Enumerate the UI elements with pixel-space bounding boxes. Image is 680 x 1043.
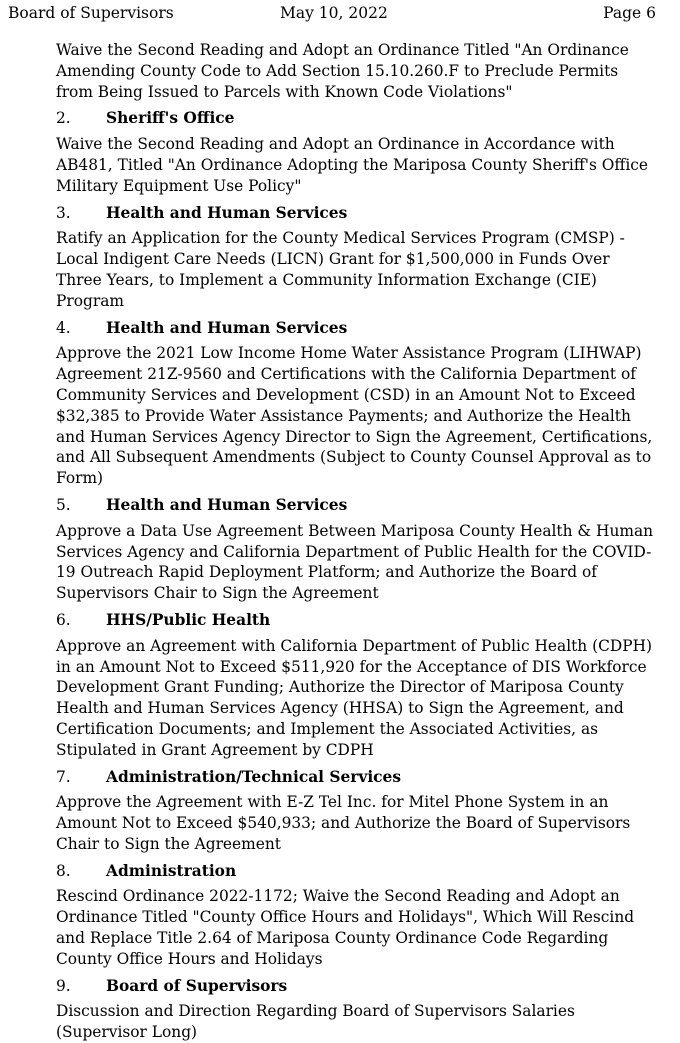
- agenda-item: [56, 108, 656, 196]
- agenda-item-number: 5.: [56, 495, 71, 514]
- agenda-item-body: Approve a Data Use Agreement Between Mariposa County Health & Human Services Agency and California Department of Public Health for the COVID-19 Outreach Rapid Deployment Platform; and Authorize the Board of Supervisors Chair to Sign the Agreement: [56, 521, 654, 603]
- agenda-item-number: 3.: [56, 203, 71, 222]
- agenda-content: [56, 40, 656, 1043]
- agenda-item-number: 2.: [56, 109, 71, 128]
- agenda-item: [56, 318, 656, 489]
- header-page-number: Page 6: [603, 4, 656, 22]
- agenda-item-heading: [56, 767, 656, 788]
- agenda-item-number: 7.: [56, 767, 71, 786]
- agenda-item-title: Health and Human Services: [106, 495, 348, 514]
- agenda-item: [56, 976, 656, 1043]
- agenda-item-body: Waive the Second Reading and Adopt an Ordinance in Accordance with AB481, Titled "An Ordinance Adopting the Mariposa County Sheriff's Office Military Equipment Use Policy": [56, 135, 648, 195]
- agenda-item: [56, 203, 656, 312]
- header-date: May 10, 2022: [280, 4, 388, 22]
- agenda-item-number: 9.: [56, 976, 71, 995]
- agenda-item-title: Health and Human Services: [106, 318, 348, 337]
- page-header: [8, 3, 656, 25]
- agenda-item-title: Health and Human Services: [106, 203, 348, 222]
- agenda-item: [56, 767, 656, 855]
- agenda-item-number: 8.: [56, 861, 71, 880]
- agenda-item-body: Approve the 2021 Low Income Home Water Assistance Program (LIHWAP) Agreement 21Z-9560 and Certifications with the California Department of Community Services and Development (CSD) in an Amount Not to Exceed $32,385 to Provide Water Assistance Payments; and Authorize the Health and Human Services Agency Director to Sign the Agreement, Certifications, and All Subsequent Amendments (Subject to County Counsel Approval as to Form): [56, 344, 653, 488]
- agenda-item-title: Board of Supervisors: [106, 976, 288, 995]
- agenda-item-body: Ratify an Application for the County Medical Services Program (CMSP) - Local Indigent Care Needs (LICN) Grant for $1,500,000 in Funds Over Three Years, to Implement a Community Information Exchange (CIE) Program: [56, 229, 625, 310]
- agenda-item-title: HHS/Public Health: [106, 610, 271, 629]
- agenda-item-number: 6.: [56, 610, 71, 629]
- agenda-item-body: Approve an Agreement with California Department of Public Health (CDPH) in an Amount Not to Exceed $511,920 for the Acceptance of DIS Workforce Development Grant Funding; Authorize the Director of Mariposa County Health and Human Services Agency (HHSA) to Sign the Agreement, and Certification Documents; and Implement the Associated Activities, as Stipulated in Grant Agreement by CDPH: [56, 636, 653, 759]
- agenda-item-heading: [56, 976, 656, 997]
- agenda-item-heading: [56, 108, 656, 129]
- agenda-item-body: Rescind Ordinance 2022-1172; Waive the Second Reading and Adopt an Ordinance Titled "County Office Hours and Holidays", Which Will Rescind and Replace Title 2.64 of Mariposa County Ordinance Code Regarding County Office Hours and Holidays: [56, 887, 635, 968]
- agenda-item-heading: [56, 610, 656, 631]
- agenda-item-heading: [56, 318, 656, 339]
- agenda-item-title: Administration/Technical Services: [106, 767, 402, 786]
- agenda-item: [56, 861, 656, 970]
- agenda-item: [56, 610, 656, 761]
- intro-paragraph: Waive the Second Reading and Adopt an Ordinance Titled "An Ordinance Amending County Code to Add Section 15.10.260.F to Preclude Permits from Being Issued to Parcels with Known Code Violations": [56, 41, 629, 101]
- agenda-item-heading: [56, 861, 656, 882]
- agenda-item-body: Discussion and Direction Regarding Board of Supervisors Salaries (Supervisor Long): [56, 1002, 575, 1042]
- agenda-item-number: 4.: [56, 318, 71, 337]
- agenda-item: [56, 495, 656, 604]
- agenda-item-body: Approve the Agreement with E-Z Tel Inc. for Mitel Phone System in an Amount Not to Exceed $540,933; and Authorize the Board of Supervisors Chair to Sign the Agreement: [56, 793, 631, 853]
- agenda-item-title: Administration: [106, 861, 237, 880]
- agenda-item-title: Sheriff's Office: [106, 109, 235, 128]
- agenda-item-heading: [56, 203, 656, 224]
- header-left: Board of Supervisors: [8, 4, 174, 22]
- agenda-item-heading: [56, 495, 656, 516]
